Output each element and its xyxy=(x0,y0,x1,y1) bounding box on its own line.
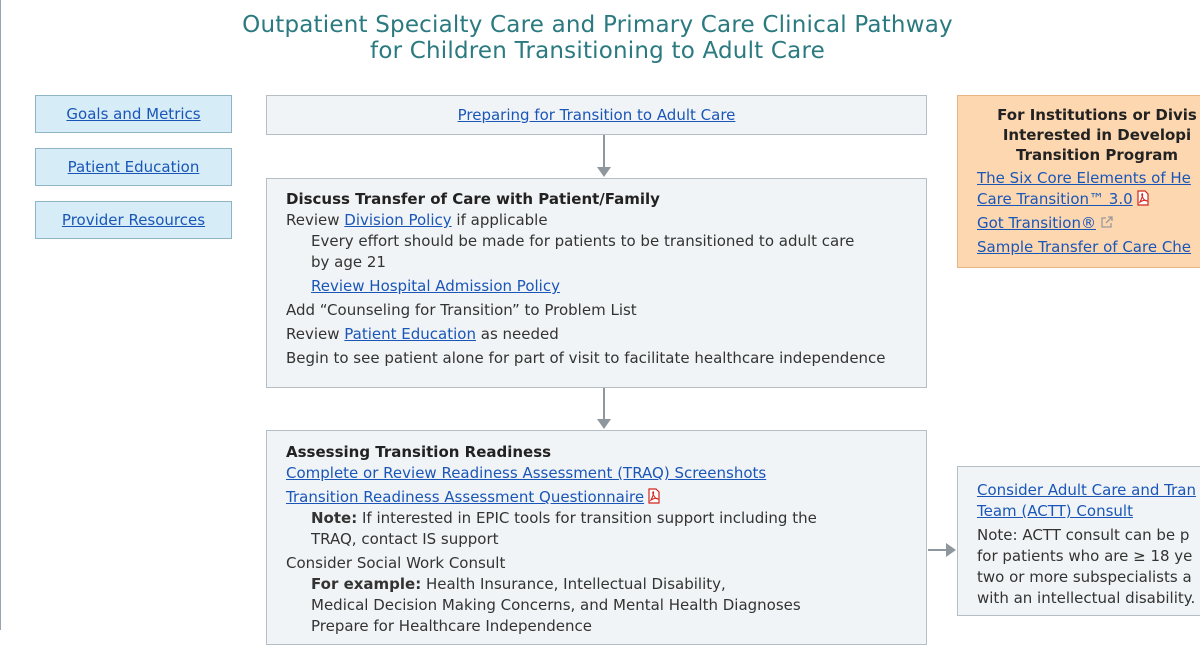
nav-box-goals xyxy=(35,95,232,133)
example-text-1: Health Insurance, Intellectual Disability, xyxy=(421,575,726,593)
care-transition-link[interactable]: Care Transition™ 3.0 xyxy=(977,190,1133,208)
preparing-box xyxy=(266,95,927,135)
flow-arrow-to-actt xyxy=(928,549,948,551)
assessing-readiness-box xyxy=(266,430,927,645)
effort-line-1: Every effort should be made for patients to be transitioned to adult care xyxy=(311,232,855,250)
institutions-heading-3: Transition Program xyxy=(1016,146,1178,164)
external-link-icon xyxy=(1100,215,1114,229)
flow-arrowhead-actt xyxy=(946,543,956,557)
note-text-1: If interested in EPIC tools for transition support including the xyxy=(357,509,817,527)
goals-and-metrics-link[interactable]: Goals and Metrics xyxy=(66,105,201,123)
effort-line-2: by age 21 xyxy=(311,253,386,271)
pdf-icon xyxy=(1136,190,1150,206)
epic-note-line-2: TRAQ, contact IS support xyxy=(311,530,499,548)
nav-box-provider-resources xyxy=(35,201,232,239)
six-core-elements-link[interactable]: The Six Core Elements of He xyxy=(977,169,1191,187)
epic-note-line-1 xyxy=(286,508,926,529)
assessing-heading: Assessing Transition Readiness xyxy=(286,443,552,461)
flow-arrow-2 xyxy=(603,388,605,420)
sample-transfer-line xyxy=(977,237,1200,258)
institutions-box xyxy=(957,95,1200,268)
institutions-heading-2: Interested in Developi xyxy=(1002,126,1192,144)
actt-link-line-1 xyxy=(977,480,1200,501)
preparing-for-transition-link[interactable]: Preparing for Transition to Adult Care xyxy=(457,105,736,124)
patient-education-link[interactable]: Patient Education xyxy=(67,158,200,176)
institutions-heading-1: For Institutions or Divis xyxy=(997,106,1197,124)
hospital-admission-policy-link[interactable]: Review Hospital Admission Policy xyxy=(311,277,560,295)
example-line-1 xyxy=(286,574,926,595)
readiness-questionnaire-link[interactable]: Transition Readiness Assessment Questionnaire xyxy=(286,488,645,506)
actt-link-line-2 xyxy=(977,501,1200,522)
discuss-heading: Discuss Transfer of Care with Patient/Family xyxy=(286,190,660,208)
traq-screenshots-line xyxy=(286,463,926,484)
consider-adult-care-link[interactable]: Consider Adult Care and Tran xyxy=(977,481,1196,499)
review2-suffix: as needed xyxy=(475,325,559,343)
actt-note-3: two or more subspecialists a xyxy=(977,568,1192,586)
got-transition-link[interactable]: Got Transition® xyxy=(977,214,1096,232)
example-label: For example: xyxy=(311,575,422,593)
actt-consult-box xyxy=(957,466,1200,616)
actt-note-4: with an intellectual disability. xyxy=(977,589,1196,607)
division-policy-link[interactable]: Division Policy xyxy=(344,211,452,229)
review2-prefix: Review xyxy=(286,325,345,343)
flow-arrowhead-2 xyxy=(597,419,611,429)
actt-note-1: Note: ACTT consult can be p xyxy=(977,526,1190,544)
actt-consult-link[interactable]: Team (ACTT) Consult xyxy=(977,502,1133,520)
hospital-policy-line xyxy=(286,276,926,297)
review-patient-education-line xyxy=(286,324,926,345)
six-core-line-1 xyxy=(977,168,1200,189)
discuss-transfer-box xyxy=(266,178,927,388)
left-border xyxy=(0,0,1,630)
note-label: Note: xyxy=(311,509,358,527)
flow-arrow-1 xyxy=(603,135,605,168)
cut-off-line: Prepare for Healthcare Independence xyxy=(311,617,592,635)
sample-transfer-link[interactable]: Sample Transfer of Care Che xyxy=(977,238,1192,256)
got-transition-line xyxy=(977,213,1200,234)
actt-note-2: for patients who are ≥ 18 ye xyxy=(977,547,1193,565)
example-line-2: Medical Decision Making Concerns, and Mental Health Diagnoses xyxy=(311,596,801,614)
social-work-line: Consider Social Work Consult xyxy=(286,554,506,572)
review-prefix: Review xyxy=(286,211,345,229)
provider-resources-link[interactable]: Provider Resources xyxy=(61,211,206,229)
add-counseling-line: Add “Counseling for Transition” to Problem List xyxy=(286,301,637,319)
nav-box-patient-education xyxy=(35,148,232,186)
review-division-policy-line xyxy=(286,210,926,231)
flow-arrowhead-1 xyxy=(597,167,611,177)
review-suffix: if applicable xyxy=(451,211,548,229)
traq-screenshots-link[interactable]: Complete or Review Readiness Assessment (TRAQ) Screenshots xyxy=(286,464,767,482)
title-line-1: Outpatient Specialty Care and Primary Care Clinical Pathway xyxy=(242,12,953,38)
six-core-line-2 xyxy=(977,189,1200,210)
pdf-icon xyxy=(647,488,661,504)
title-line-2: for Children Transitioning to Adult Care xyxy=(370,38,825,64)
page-title xyxy=(0,12,1195,64)
questionnaire-line xyxy=(286,487,926,508)
patient-education-inline-link[interactable]: Patient Education xyxy=(344,325,476,343)
begin-alone-line: Begin to see patient alone for part of visit to facilitate healthcare independence xyxy=(286,349,886,367)
